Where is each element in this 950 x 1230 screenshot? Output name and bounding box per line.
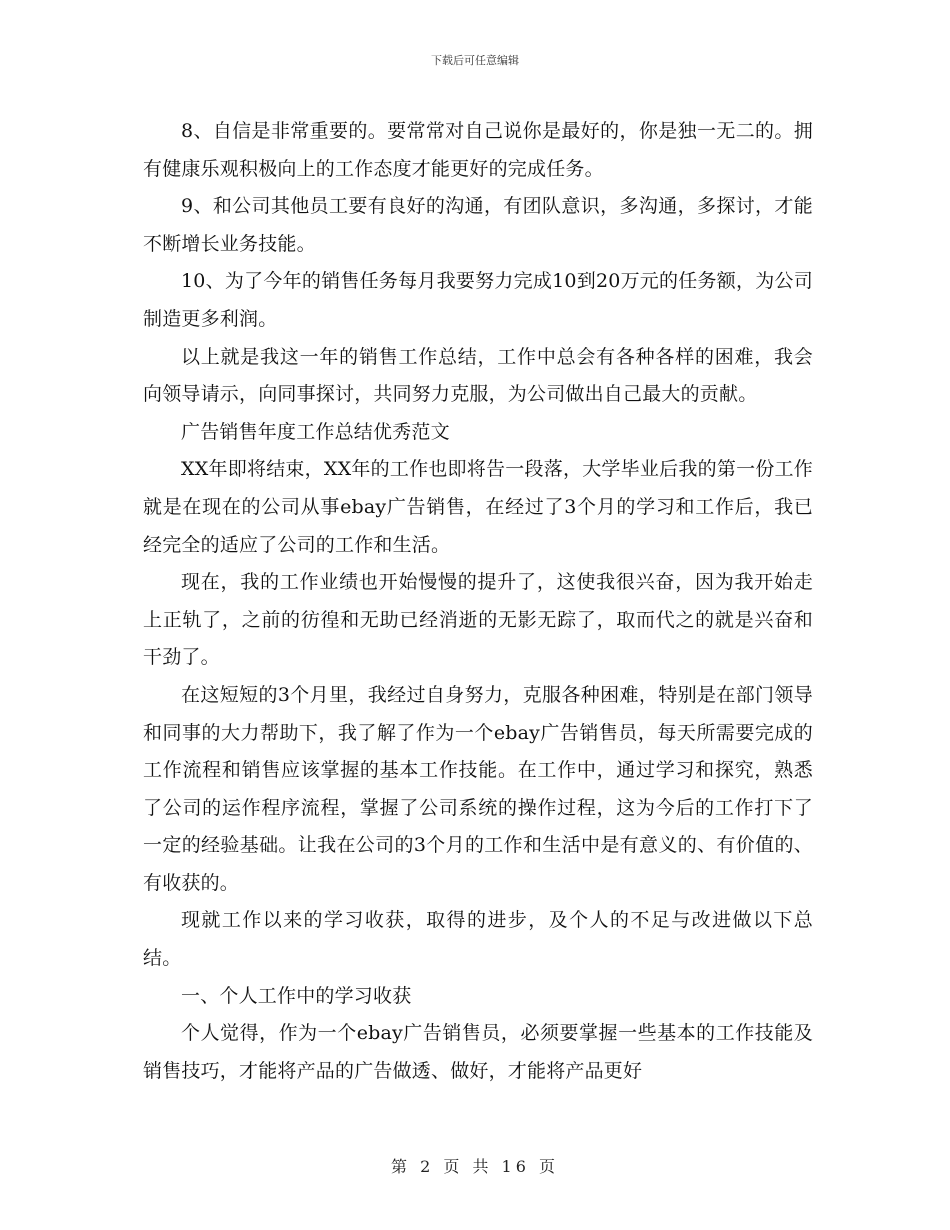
paragraph-item-8: 8、自信是非常重要的。要常常对自己说你是最好的，你是独一无二的。拥有健康乐观积极向上的工作态度才能更好的完成任务。 bbox=[143, 120, 813, 180]
paragraph-item-9: 9、和公司其他员工要有良好的沟通，有团队意识，多沟通，多探讨，才能不断增长业务技能。 bbox=[143, 195, 813, 255]
paragraph-intro: XX年即将结束，XX年的工作也即将告一段落，大学毕业后我的第一份工作就是在现在的公司从事ebay广告销售，在经过了3个月的学习和工作后，我已经完全的适应了公司的工作和生活。 bbox=[143, 458, 813, 556]
section-title: 广告销售年度工作总结优秀范文 bbox=[181, 420, 450, 443]
paragraph-progress: 现在，我的工作业绩也开始慢慢的提升了，这使我很兴奋，因为我开始走上正轨了，之前的彷徨和无助已经消逝的无影无踪了，取而代之的就是兴奋和干劲了。 bbox=[143, 571, 813, 669]
subsection-heading: 一、个人工作中的学习收获 bbox=[181, 984, 412, 1007]
paragraph-item-10: 10、为了今年的销售任务每月我要努力完成10到20万元的任务额，为公司制造更多利润。 bbox=[143, 270, 813, 330]
paragraph-skills: 个人觉得，作为一个ebay广告销售员，必须要掌握一些基本的工作技能及销售技巧，才能将产品的广告做透、做好，才能将产品更好 bbox=[143, 1022, 813, 1082]
page-number: 第 2 页 共 16 页 bbox=[391, 1157, 559, 1176]
document-body bbox=[143, 113, 813, 1090]
page-header-note: 下载后可任意编辑 bbox=[431, 54, 519, 67]
paragraph-summary-lead: 现就工作以来的学习收获，取得的进步，及个人的不足与改进做以下总结。 bbox=[143, 909, 813, 970]
paragraph-three-months: 在这短短的3个月里，我经过自身努力，克服各种困难，特别是在部门领导和同事的大力帮助下，我了解了作为一个ebay广告销售员，每天所需要完成的工作流程和销售应该掌握的基本工作技能。在工作中，通过学习和探究，熟悉了公司的运作程序流程，掌握了公司系统的操作过程，这为今后的工作打下了一定的经验基础。让我在公司的3个月的工作和生活中是有意义的、有价值的、有收获的。 bbox=[143, 683, 813, 894]
paragraph-summary: 以上就是我这一年的销售工作总结，工作中总会有各种各样的困难，我会向领导请示，向同事探讨，共同努力克服，为公司做出自己最大的贡献。 bbox=[143, 345, 813, 406]
